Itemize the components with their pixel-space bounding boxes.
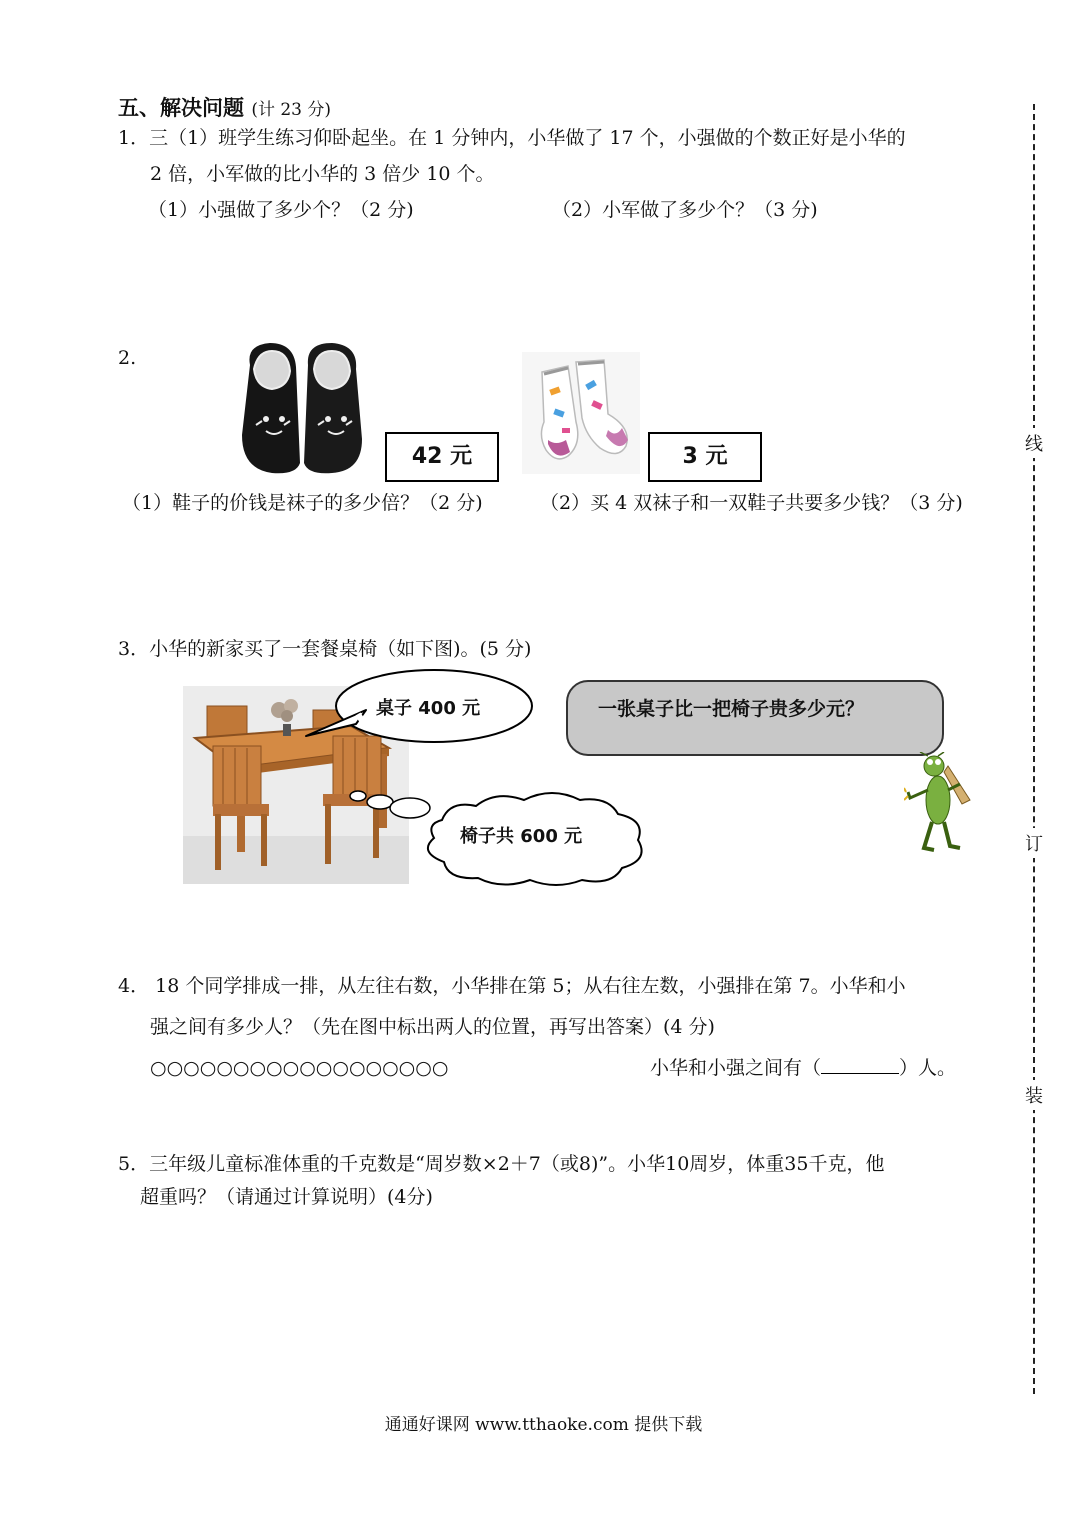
section-title-text: 五、解决问题 <box>118 95 244 120</box>
q2-sub1: （1）鞋子的价钱是袜子的多少倍？（2 分) <box>122 492 483 514</box>
q4-answer-suffix: ）人。 <box>899 1057 957 1079</box>
shoes-image <box>236 335 368 475</box>
section-score: (计 23 分) <box>251 100 332 120</box>
socks-image <box>522 352 640 474</box>
chairs-price-text: 椅子共 600 元 <box>460 826 583 847</box>
table-price-text: 桌子 400 元 <box>376 698 481 719</box>
q2-number: 2. <box>118 347 137 369</box>
binding-char-install: 装 <box>1025 1080 1043 1110</box>
q3-text: 3．小华的新家买了一套餐桌椅（如下图)。(5 分) <box>118 638 532 660</box>
question-bubble-text: 一张桌子比一把椅子贵多少元？ <box>598 698 865 720</box>
grasshopper-image <box>904 752 976 856</box>
q4-answer-prefix: 小华和小强之间有（ <box>650 1057 822 1079</box>
q5-line2: 超重吗？（请通过计算说明）(4分) <box>140 1186 433 1208</box>
binding-char-bind: 订 <box>1025 828 1043 858</box>
q1-line2: 2 倍，小军做的比小华的 3 倍少 10 个。 <box>150 163 495 185</box>
q4-line1: 4． 18 个同学排成一排，从左往右数，小华排在第 5；从右往左数，小强排在第 7。小华和小 <box>118 975 906 997</box>
section-title <box>118 92 331 122</box>
binding-dashed-line <box>1033 104 1035 1394</box>
sock-price-box: 3 元 <box>648 432 762 482</box>
student-circles: ○○○○○○○○○○○○○○○○○○ <box>150 1057 449 1079</box>
q5-line1: 5．三年级儿童标准体重的千克数是“周岁数×2＋7（或8)”。小华10周岁，体重35千克，他 <box>118 1153 885 1175</box>
binding-char-line: 线 <box>1025 428 1043 458</box>
shoe-price-box: 42 元 <box>385 432 499 482</box>
q4-answer <box>650 1057 956 1080</box>
q1-line1: 1．三（1）班学生练习仰卧起坐。在 1 分钟内，小华做了 17 个，小强做的个数正好是小华的 <box>118 127 906 149</box>
footer-text: 通通好课网 www.tthaoke.com 提供下载 <box>384 1415 703 1435</box>
q2-sub2: （2）买 4 双袜子和一双鞋子共要多少钱？（3 分) <box>540 492 963 514</box>
q1-sub1: （1）小强做了多少个？（2 分) <box>148 199 414 221</box>
answer-blank[interactable] <box>821 1073 899 1074</box>
q4-line2: 强之间有多少人？（先在图中标出两人的位置，再写出答案）(4 分) <box>150 1016 715 1038</box>
q1-sub2: （2）小军做了多少个？（3 分) <box>552 199 818 221</box>
